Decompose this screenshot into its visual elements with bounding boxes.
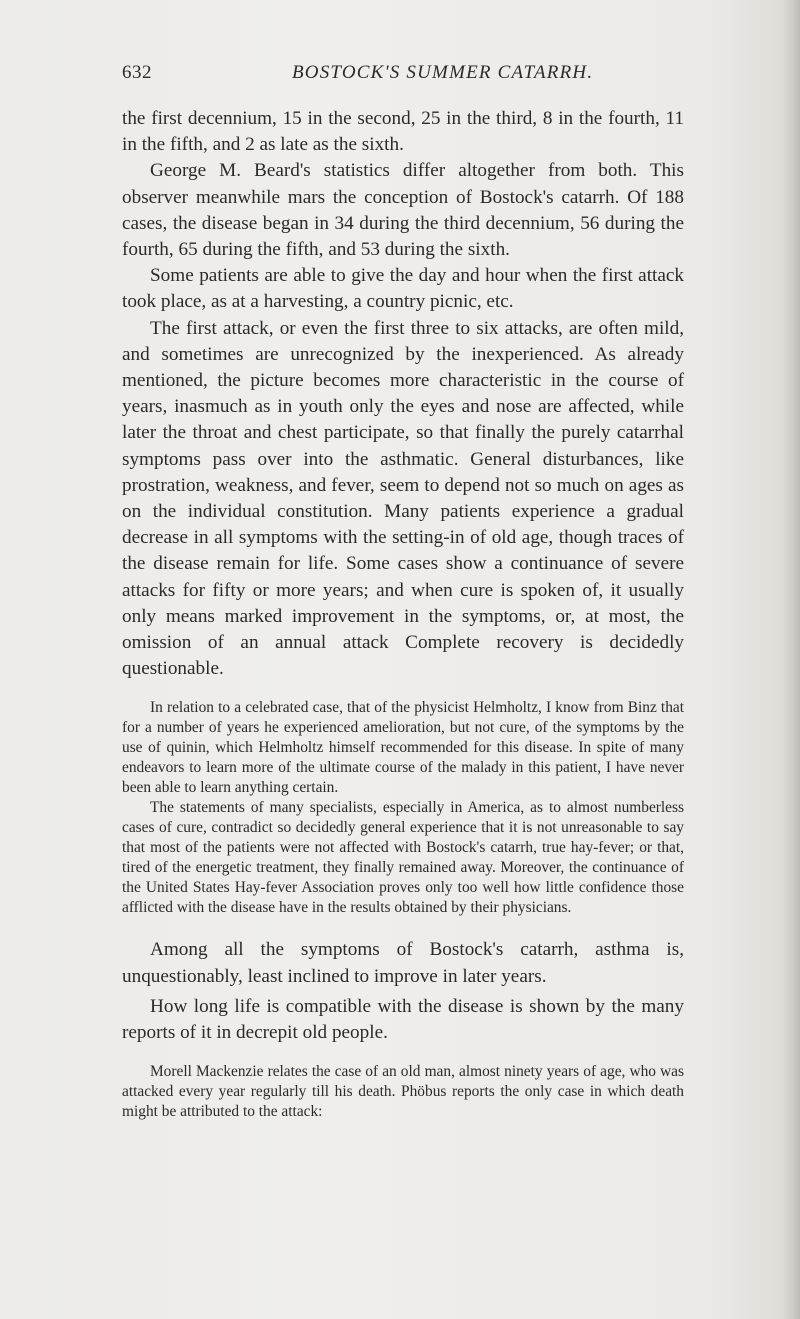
paragraph-old-age: How long life is compatible with the disease is shown by the many reports of it in decrepit old people. <box>122 995 684 1044</box>
paragraph-first-attack-date: Some patients are able to give the day and hour when the first attack took place, as at a harvesting, a country picnic, etc. <box>122 265 684 313</box>
running-title: BOSTOCK'S SUMMER CATARRH. <box>292 62 594 83</box>
page-number: 632 <box>122 62 152 83</box>
paragraph-beard-statistics: George M. Beard's statistics differ altogether from both. This observer meanwhile mars the conception of Bostock's catarrh. Of 188 cases, the disease began in 34 during the third decennium, 56 during the fourth, 65 during the fifth, and 53 during the sixth. <box>122 160 684 261</box>
paragraph-course-of-disease: The first attack, or even the first three to six attacks, are often mild, and sometimes are unrecognized by the inexperienced. As already mentioned, the picture becomes more characteristic in the course of years, inasmuch as in youth only the eyes and nose are affected, while later the throat and chest participate, so that finally the purely catarrhal symptoms pass over into the asthmatic. General disturbances, like prostration, weakness, and fever, seem to depend not so much on ages as on the individual constitution. Many patients experience a gradual decrease in all symptoms with the setting-in of old age, though traces of the disease remain for life. Some cases show a continuance of severe attacks for fifty or more years; and when cure is spoken of, it usually only means marked improvement in the symptoms, or, at most, the omission of an annual attack Complete recovery is decidedly questionable. <box>122 317 684 680</box>
paragraph-helmholtz-case: In relation to a celebrated case, that of the physicist Helmholtz, I know from Binz that for a number of years he experienced amelioration, but not cure, of the symptoms by the use of quinin, which Helmholtz himself recommended for this disease. In spite of many endeavors to learn more of the ultimate course of the malady in this patient, I have never been able to learn anything certain. <box>122 699 684 797</box>
paragraph-mackenzie-case: Morell Mackenzie relates the case of an old man, almost ninety years of age, who was attacked every year regularly till his death. Phöbus reports the only case in which death might be attributed to the attack: <box>122 1063 684 1121</box>
page-body <box>122 106 684 1122</box>
page-header <box>122 62 682 86</box>
paragraph-continuation: the first decennium, 15 in the second, 25 in the third, 8 in the fourth, 11 in the fifth, and 2 as late as the sixth. <box>122 108 684 156</box>
page-edge-shadow <box>782 0 800 1319</box>
paragraph-specialists-statements: The statements of many specialists, especially in America, as to almost numberless cases of cure, contradict so decidedly general experience that it is not unreasonable to say that most of the patients were not affected with Bostock's catarrh, true hay-fever; or that, tired of the energetic treatment, they finally remained away. Moreover, the continuance of the United States Hay-fever Association proves only too well how little confidence those afflicted with the disease have in the results obtained by their physicians. <box>122 799 684 916</box>
paragraph-asthma: Among all the symptoms of Bostock's catarrh, asthma is, unquestionably, least inclined to improve in later years. <box>122 939 684 987</box>
